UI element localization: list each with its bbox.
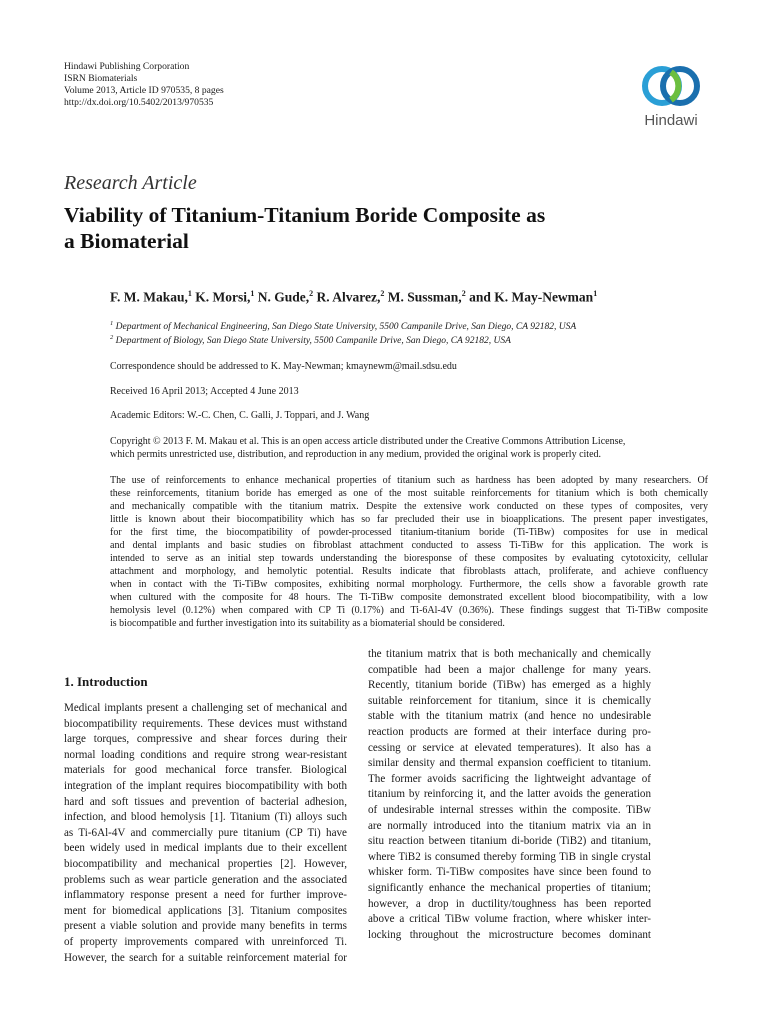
abstract-line: hemolysis level (0.12%) when compared with CP Ti (0.17%) and Ti-6Al-4V (0.36%). These findings suggest that Ti-TiBw composite: [110, 605, 708, 616]
affiliation-mark: 2: [110, 334, 114, 341]
author-affiliation-mark: 2: [380, 289, 385, 298]
author-name: K. Morsi,: [191, 289, 251, 305]
body-line: materials for good mechanical force transfer. Biological: [64, 764, 347, 777]
article-type: Research Article: [64, 172, 197, 194]
publisher-name: Hindawi Publishing Corporation: [64, 61, 190, 72]
publication-info: [64, 61, 224, 109]
body-line: problems such as wear particle generation and the associated: [64, 873, 347, 886]
body-line: compatible had been a major challenge for many years.: [368, 663, 651, 676]
body-line: infection, and blood hemolysis [1]. Titanium (Ti) alloys such: [64, 811, 347, 824]
body-line: Recently, titanium boride (TiBw) has emerged as a highly: [368, 679, 651, 692]
abstract-line: these reinforcements, titanium boride has emerged as one of the most suitable reinforcements for titanium which is both chemically: [110, 488, 708, 499]
journal-name: ISRN Biomaterials: [64, 73, 138, 84]
body-line: similar density and thermal expansion coefficient to titanium.: [368, 757, 651, 770]
academic-editors: Academic Editors: W.-C. Chen, C. Galli, J. Toppari, and J. Wang: [110, 410, 370, 421]
abstract-line: and dental implants and basic studies on fibroblast attachment conducted to assess Ti-TiBw for this application. The work is: [110, 540, 708, 551]
body-line: been widely used in medical implants due to their excellent: [64, 842, 347, 855]
author-affiliation-mark: 1: [187, 289, 192, 298]
affiliation-text: Department of Biology, San Diego State University, 5500 Campanile Drive, San Diego, CA 92182, USA: [113, 336, 511, 347]
author-name: R. Alvarez,: [313, 289, 381, 305]
body-line: However, the search for a suitable reinforcement material for: [64, 951, 347, 964]
body-line: present a viable solution and provide many benefits in terms: [64, 920, 347, 933]
affiliation-text: Department of Mechanical Engineering, San Diego State University, 5500 Campanile Drive, San Diego, CA 92182, USA: [113, 322, 577, 333]
body-line: reaction products are formed at their interface during pro-: [368, 725, 651, 738]
article-title: [64, 202, 624, 254]
author-affiliation-mark: 2: [309, 289, 314, 298]
author-affiliation-mark: 1: [593, 289, 598, 298]
author-name: F. M. Makau,: [110, 289, 188, 305]
right-column-text: [368, 647, 651, 943]
body-line: significantly enhance the mechanical properties of titanium;: [368, 881, 651, 894]
volume-info: Volume 2013, Article ID 970535, 8 pages: [64, 85, 224, 96]
body-line: The former avoids sacrificing the lightweight advantage of: [368, 772, 651, 785]
body-line: stable with the titanium matrix (and hence no undesirable: [368, 710, 651, 723]
body-line: inflammatory response present a need for further improve-: [64, 889, 347, 902]
body-line: cessing or service at elevated temperatures). It also has a: [368, 741, 651, 754]
body-line: above a critical TiBw volume fraction, where whisker inter-: [368, 913, 651, 926]
body-line: titanium by reinforcing it, and the latter avoids the generation: [368, 788, 651, 801]
body-line: Medical implants present a challenging set of mechanical and: [64, 702, 347, 714]
body-line: however, a drop in ductility/toughness has been reported: [368, 897, 651, 910]
abstract-line: intended to serve as an initial step towards understanding the bioresponse of these composites by evaluating cytotoxicity, cellular: [110, 553, 708, 564]
received-dates: Received 16 April 2013; Accepted 4 June 2013: [110, 386, 299, 397]
author-name: and K. May-Newman: [465, 289, 594, 305]
author-affiliation-mark: 2: [461, 289, 466, 298]
author-name: M. Sussman,: [384, 289, 462, 305]
body-line: are normally introduced into the titanium matrix via an in: [368, 819, 651, 832]
doi-link[interactable]: http://dx.doi.org/10.5402/2013/970535: [64, 97, 214, 108]
abstract-line: and mechanically compatible with the titanium matrix. Despite the extensive work conducted on these types of composites, very: [110, 501, 708, 512]
body-line: situ reaction between titanium di-boride (TiB2) and titanium,: [368, 835, 651, 848]
author-name: N. Gude,: [254, 289, 310, 305]
abstract-line: when in contact with the Ti-TiBw composites, exhibiting normal morphology. Furthermore, the cells show a favorable growth rate: [110, 579, 708, 590]
body-line: whisker form. Ti-TiBw composites have since been found to: [368, 866, 651, 879]
body-line: biocompatibility requirements. These devices must withstand: [64, 717, 347, 730]
affiliation: [110, 320, 576, 332]
body-line: suitable reinforcement for titanium, since it is chemically: [368, 694, 651, 707]
abstract-line: is biocompatible and further investigation into its suitability as a biomaterial should be considered.: [110, 618, 505, 629]
body-line: where TiB2 is consumed thereby forming TiB in single crystal: [368, 850, 651, 863]
abstract: [110, 474, 708, 630]
left-column-text: [64, 701, 347, 966]
abstract-line: little is known about their biocompatibility which has so far precluded their use in bioapplications. The present paper investigates,: [110, 514, 708, 525]
abstract-line: when cultured with the composite for 48 hours. The Ti-TiBw composite demonstrated excellent blood biocompatibility, with a low: [110, 592, 708, 603]
author-list: [110, 289, 597, 306]
section-heading: 1. Introduction: [64, 674, 148, 689]
copyright-line: Copyright © 2013 F. M. Makau et al. This is an open access article distributed under the Creative Commons Attribution License,: [110, 436, 626, 447]
body-line: ment for biomedical applications [3]. Titanium composites: [64, 904, 347, 917]
body-line: normal loading conditions and require strong wear-resistant: [64, 748, 347, 761]
hindawi-logo-icon: [638, 60, 704, 112]
correspondence: Correspondence should be addressed to K. May-Newman; kmaynewm@mail.sdsu.edu: [110, 361, 457, 372]
body-line: of property improvements compared with unreinforced Ti.: [64, 935, 347, 948]
hindawi-logo-text: Hindawi: [644, 112, 698, 129]
body-line: large torques, compressive and shear forces during their: [64, 733, 347, 746]
body-line: of undesirable internal stresses within the composite. TiBw: [368, 803, 651, 816]
affiliation: [110, 334, 511, 346]
abstract-line: attachment and morphology, and hemolytic potential. Results indicate that fibroblasts attach, proliferate, and achieve confluency: [110, 566, 708, 577]
title-line: a Biomaterial: [64, 229, 189, 253]
abstract-line: The use of reinforcements to enhance mechanical properties of titanium such as hardness has been adopted by many researchers. Of: [110, 475, 708, 486]
copyright-line: which permits unrestricted use, distribution, and reproduction in any medium, provided the original work is properly cited.: [110, 449, 602, 460]
body-line: the titanium matrix that is both mechanically and chemically: [368, 648, 651, 660]
affiliation-mark: 1: [110, 320, 114, 327]
abstract-line: for the first time, the biocompatibility of powder-processed titanium-titanium boride (Ti-TiBw) composites for use in medical: [110, 527, 708, 538]
body-line: hard and soft tissues and prevention of bacterial adhesion,: [64, 795, 347, 808]
body-line: locking throughout the microstructure becomes dominant: [368, 928, 651, 941]
title-line: Viability of Titanium-Titanium Boride Composite as: [64, 203, 546, 227]
author-affiliation-mark: 1: [250, 289, 255, 298]
hindawi-logo: [630, 60, 712, 140]
body-line: biocompatibility and mechanical properties [2]. However,: [64, 857, 347, 870]
body-line: integration of the implant requires biocompatibility with both: [64, 779, 347, 792]
copyright-notice: [110, 435, 710, 461]
body-line: as Ti-6Al-4V and commercially pure titanium (CP Ti) have: [64, 826, 347, 839]
